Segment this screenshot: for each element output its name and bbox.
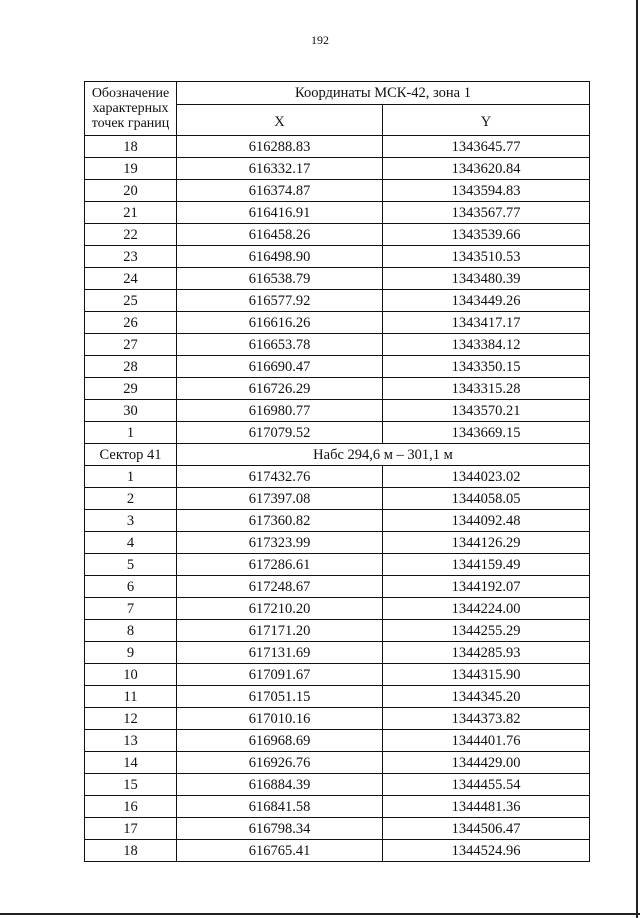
y-coordinate-cell: 1344224.00: [383, 598, 590, 620]
point-id-cell: 8: [85, 620, 177, 642]
point-id-cell: 16: [85, 796, 177, 818]
y-coordinate-cell: 1344285.93: [383, 642, 590, 664]
point-id-cell: 1: [85, 422, 177, 444]
point-id-cell: 22: [85, 224, 177, 246]
y-coordinate-cell: 1344429.00: [383, 752, 590, 774]
x-coordinate-cell: 616690.47: [177, 356, 383, 378]
x-header-label: X: [274, 113, 285, 130]
table-row: [85, 752, 590, 774]
y-coordinate-cell: 1343594.83: [383, 180, 590, 202]
y-coordinate-cell: 1344455.54: [383, 774, 590, 796]
y-coordinate-cell: 1344345.20: [383, 686, 590, 708]
point-id-cell: 18: [85, 840, 177, 862]
y-coordinate-cell: 1343645.77: [383, 136, 590, 158]
table-row: [85, 686, 590, 708]
table-row: [85, 730, 590, 752]
x-coordinate-cell: 616765.41: [177, 840, 383, 862]
y-coordinate-cell: 1344126.29: [383, 532, 590, 554]
table-row: [85, 136, 590, 158]
point-id-cell: 11: [85, 686, 177, 708]
table-row: [85, 290, 590, 312]
point-id-cell: 3: [85, 510, 177, 532]
table-row: [85, 840, 590, 862]
y-coordinate-cell: 1344315.90: [383, 664, 590, 686]
y-coordinate-cell: 1344023.02: [383, 466, 590, 488]
x-coordinate-cell: 617171.20: [177, 620, 383, 642]
table-row: [85, 620, 590, 642]
table-row: [85, 268, 590, 290]
point-id-cell: 15: [85, 774, 177, 796]
y-coordinate-cell: 1343315.28: [383, 378, 590, 400]
x-coordinate-cell: 617323.99: [177, 532, 383, 554]
table-row: [85, 532, 590, 554]
coordinates-table: [84, 81, 590, 862]
table-row: [85, 246, 590, 268]
point-id-cell: 24: [85, 268, 177, 290]
x-coordinate-cell: 616726.29: [177, 378, 383, 400]
point-id-cell: 29: [85, 378, 177, 400]
y-coordinate-cell: 1343539.66: [383, 224, 590, 246]
x-coordinate-cell: 616577.92: [177, 290, 383, 312]
x-coordinate-cell: 616332.17: [177, 158, 383, 180]
table-row: [85, 818, 590, 840]
x-coordinate-cell: 617286.61: [177, 554, 383, 576]
y-column-header: [383, 105, 590, 136]
point-id-cell: 17: [85, 818, 177, 840]
sector-height: Набс 294,6 м – 301,1 м: [177, 444, 590, 466]
x-coordinate-cell: 617210.20: [177, 598, 383, 620]
x-coordinate-cell: 616616.26: [177, 312, 383, 334]
x-coordinate-cell: 617091.67: [177, 664, 383, 686]
x-coordinate-cell: 617051.15: [177, 686, 383, 708]
point-id-cell: 26: [85, 312, 177, 334]
sector-label: Сектор 41: [85, 444, 177, 466]
y-coordinate-cell: 1344524.96: [383, 840, 590, 862]
x-coordinate-cell: 616653.78: [177, 334, 383, 356]
y-coordinate-cell: 1344373.82: [383, 708, 590, 730]
y-coordinate-cell: 1344192.07: [383, 576, 590, 598]
point-id-cell: 10: [85, 664, 177, 686]
table-body-section-b: [85, 466, 590, 862]
table-row: [85, 554, 590, 576]
point-id-cell: 19: [85, 158, 177, 180]
coordinates-system-header: Координаты МСК-42, зона 1: [177, 82, 590, 105]
point-id-cell: 2: [85, 488, 177, 510]
x-coordinate-cell: 616884.39: [177, 774, 383, 796]
y-coordinate-cell: 1344506.47: [383, 818, 590, 840]
x-coordinate-cell: 616841.58: [177, 796, 383, 818]
y-coordinate-cell: 1343510.53: [383, 246, 590, 268]
y-coordinate-cell: 1344092.48: [383, 510, 590, 532]
y-coordinate-cell: 1343449.26: [383, 290, 590, 312]
table-row: [85, 422, 590, 444]
x-coordinate-cell: 616980.77: [177, 400, 383, 422]
point-id-cell: 13: [85, 730, 177, 752]
x-coordinate-cell: 617248.67: [177, 576, 383, 598]
page-number: 192: [311, 33, 329, 47]
point-designation-header: Обозначение характерных точек границ: [85, 82, 177, 136]
x-coordinate-cell: 616416.91: [177, 202, 383, 224]
point-id-cell: 20: [85, 180, 177, 202]
page-edge-right: [636, 0, 638, 918]
table-row: [85, 158, 590, 180]
point-id-cell: 5: [85, 554, 177, 576]
table-row: [85, 598, 590, 620]
y-coordinate-cell: 1343480.39: [383, 268, 590, 290]
y-coordinate-cell: 1343570.21: [383, 400, 590, 422]
table-row: [85, 488, 590, 510]
table-row: [85, 576, 590, 598]
y-coordinate-cell: 1343384.12: [383, 334, 590, 356]
table-row: [85, 180, 590, 202]
y-coordinate-cell: 1344255.29: [383, 620, 590, 642]
point-id-cell: 1: [85, 466, 177, 488]
point-id-cell: 14: [85, 752, 177, 774]
point-id-cell: 4: [85, 532, 177, 554]
x-coordinate-cell: 617131.69: [177, 642, 383, 664]
x-coordinate-cell: 616926.76: [177, 752, 383, 774]
table-row: [85, 774, 590, 796]
y-coordinate-cell: 1344058.05: [383, 488, 590, 510]
table-row: [85, 642, 590, 664]
x-coordinate-cell: 616498.90: [177, 246, 383, 268]
table-row: [85, 400, 590, 422]
table-body-section-a: [85, 136, 590, 444]
table-header: [85, 82, 590, 136]
table-row: [85, 708, 590, 730]
x-coordinate-cell: 617079.52: [177, 422, 383, 444]
table-row: [85, 356, 590, 378]
point-id-cell: 21: [85, 202, 177, 224]
point-id-cell: 25: [85, 290, 177, 312]
point-id-cell: 18: [85, 136, 177, 158]
point-id-cell: 23: [85, 246, 177, 268]
table-row: [85, 466, 590, 488]
x-coordinate-cell: 616538.79: [177, 268, 383, 290]
y-coordinate-cell: 1343620.84: [383, 158, 590, 180]
x-coordinate-cell: 617432.76: [177, 466, 383, 488]
table-row: [85, 378, 590, 400]
y-coordinate-cell: 1344401.76: [383, 730, 590, 752]
point-id-cell: 9: [85, 642, 177, 664]
x-coordinate-cell: 616458.26: [177, 224, 383, 246]
x-column-header: [177, 105, 383, 136]
sector-row-group: [85, 444, 590, 466]
y-header-label: Y: [480, 113, 492, 130]
x-coordinate-cell: 617360.82: [177, 510, 383, 532]
y-coordinate-cell: 1343417.17: [383, 312, 590, 334]
point-id-cell: 7: [85, 598, 177, 620]
y-coordinate-cell: 1343669.15: [383, 422, 590, 444]
point-id-cell: 6: [85, 576, 177, 598]
sector-row: [85, 444, 590, 466]
table-row: [85, 510, 590, 532]
table-row: [85, 796, 590, 818]
x-coordinate-cell: 617010.16: [177, 708, 383, 730]
table-row: [85, 312, 590, 334]
y-coordinate-cell: 1343567.77: [383, 202, 590, 224]
point-id-cell: 27: [85, 334, 177, 356]
x-coordinate-cell: 616374.87: [177, 180, 383, 202]
table-row: [85, 224, 590, 246]
table-row: [85, 334, 590, 356]
table-row: [85, 664, 590, 686]
x-coordinate-cell: 616968.69: [177, 730, 383, 752]
y-coordinate-cell: 1344481.36: [383, 796, 590, 818]
x-coordinate-cell: 616288.83: [177, 136, 383, 158]
y-coordinate-cell: 1343350.15: [383, 356, 590, 378]
point-id-cell: 12: [85, 708, 177, 730]
table-row: [85, 202, 590, 224]
x-coordinate-cell: 617397.08: [177, 488, 383, 510]
point-id-cell: 30: [85, 400, 177, 422]
y-coordinate-cell: 1344159.49: [383, 554, 590, 576]
page-edge-bottom: [0, 913, 640, 915]
x-coordinate-cell: 616798.34: [177, 818, 383, 840]
point-id-cell: 28: [85, 356, 177, 378]
